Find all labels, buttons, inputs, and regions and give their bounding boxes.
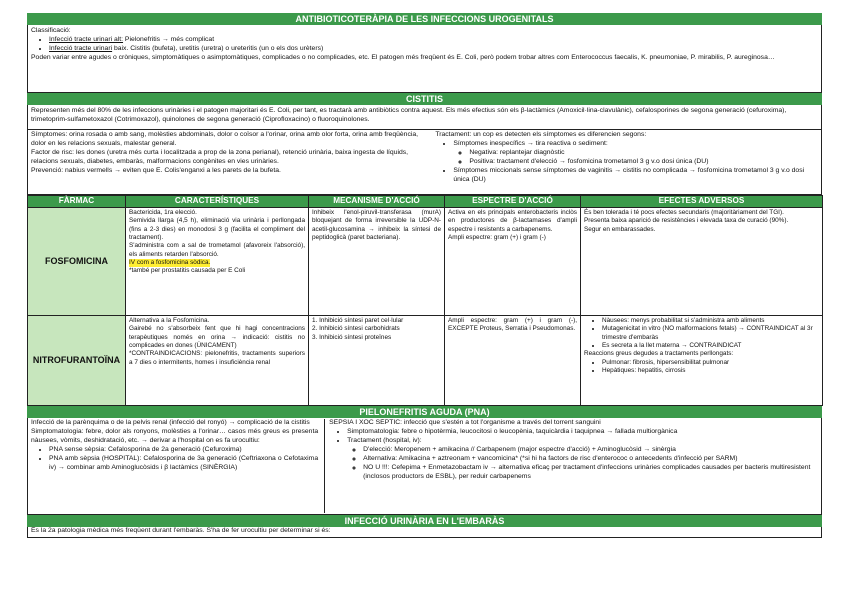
cell-line: *CONTRAINDICACIONS: pielonefritis, tractaments superiors a 7 dies o intermitents, homes i insuficiència renal — [129, 350, 305, 366]
pna-left — [31, 419, 324, 513]
list-item — [49, 45, 818, 54]
mechanism-cell — [309, 316, 445, 406]
pna-definition: Infecció de la parènquima o de la pelvis renal (infecció del ronyó) → complicació de la cistitis — [31, 419, 310, 426]
treatment-heading: Tractament: un cop es detecten els símptomes es diferencien segons: — [435, 131, 647, 138]
embaras-text: És la 2a patologia mèdica més freqüent durant l'embaràs. S'ha de fer urocultiu per determinar si és: — [27, 527, 822, 538]
cell-line: 3. Inhibició síntesi proteïnes — [312, 333, 392, 341]
classification-section — [27, 25, 822, 93]
adverse-list — [584, 359, 819, 376]
cistitis-details — [27, 130, 822, 195]
risk-factors-text: Factor de risc: les dones (uretra més curta i localitzada a prop de la zona perianal), retenció urinària, baixa ingesta de líquids, relacions sexuals, diabetes, embaràs, malformacions congènites en vies urinàries. — [31, 148, 409, 165]
list-item — [469, 149, 818, 158]
cistitis-right — [435, 131, 818, 193]
drug-name: NITROFURANTOÏNA — [28, 316, 126, 406]
list-item: • Pulmonar: fibrosis, hipersensibilitat pulmonar — [602, 359, 819, 367]
cistitis-left — [31, 131, 435, 193]
cell-line: Alternativa a la Fosfomicina. — [129, 317, 210, 324]
adverse-effects-cell — [581, 316, 823, 406]
sepsis-intro: SÈPSIA I XOC SÈPTIC: infecció que s'estén a tot l'organisme a través del torrent sanguini — [329, 419, 601, 426]
symptoms-text: Símptomes: orina rosada o amb sang, molèsties abdominals, dolor o coïsor a l'orinar, orina amb olor forta, orina amb freqüència, dolor en les relacions sexuals, malestar general. — [31, 131, 419, 147]
characteristics-cell — [126, 208, 309, 316]
cell-line: Reaccions greus degudes a tractaments perllongats: — [584, 350, 734, 358]
adverse-list — [584, 317, 819, 350]
list-item: ◦ NO U !!!: Cefepima + Enmetazobactam iv → alternativa eficaç per tractament d'infeccions urinàries complicades causades per bacteris multiresistent (inclosos productors de ESBL), per reduir carbapenems — [363, 464, 818, 482]
cell-line: S'administra com a sal de trometamol (afavoreix l'absorció), els aliments retarden l'absorció. — [129, 242, 305, 258]
characteristics-cell — [126, 316, 309, 406]
cell-line: 1. Inhibició síntesi paret cel·lular — [312, 317, 404, 324]
table-row — [28, 316, 823, 406]
drug-name: FOSFOMICINA — [28, 208, 126, 316]
column-header: ESPECTRE D'ACCIÓ — [445, 196, 581, 208]
pna-right — [324, 419, 818, 513]
sepsis-list — [329, 428, 818, 446]
list-item: • PNA amb sèpsia (HOSPITAL): Cefalosporina de 3a generació (Ceftriaxona o Cefotaxima iv) → combinar amb Aminoglucòsids i β lactàmics (SINÈRGIA) — [49, 455, 318, 473]
drug-table — [27, 195, 823, 406]
cell-line: Activa en els principals enterobacteris inclòs en productores de β-lactamases d'ampli espectre i resistents a carbapenems. — [448, 209, 577, 233]
spectrum-cell — [445, 208, 581, 316]
pna-section — [27, 418, 822, 515]
classification-heading: Classificació: — [31, 27, 71, 34]
pna-treatment-list — [31, 446, 318, 473]
item-text: baix. Cistitis (bufeta), uretitis (uretra) o ureteritis (un o els dos urèters) — [112, 44, 324, 52]
table-header-row — [28, 196, 823, 208]
document-title: ANTIBIOTICOTERÀPIA DE LES INFECCIONS UROGENITALS — [27, 13, 822, 25]
cell-line: Ampli espectre: gram (+) i gram (-) — [448, 233, 546, 241]
cistitis-heading: CISTITIS — [27, 93, 822, 105]
adverse-effects-cell — [581, 208, 823, 316]
document-page — [27, 13, 822, 569]
list-item — [453, 167, 818, 185]
list-item: ◦ Alternativa: Amikacina + aztreonam + vancomicina* (*si hi ha factors de risc d'enterococ o antecedents d'infecció per SARM) — [363, 455, 818, 464]
classification-list — [31, 36, 818, 54]
item-text: Negativa: replantejar diagnòstic — [469, 148, 565, 156]
cell-line: Gairebé no s'absorbeix fent que hi hagi concentracions terapèutiques només en orina → indicació: cistitis no complicades en dones (ÚNICAMENT) — [129, 325, 305, 349]
item-label: Infecció tracte urinari — [49, 44, 113, 52]
spectrum-cell: Ampli espectre: gram (+) i gram (-), EXCEPTE Proteus, Serratia i Pseudomonas. — [445, 316, 581, 406]
column-header: CARACTERÍSTIQUES — [126, 196, 309, 208]
table-row — [28, 208, 823, 316]
list-item: • Es secreta a la llet materna → CONTRAINDICAT — [602, 342, 819, 350]
item-text: Símptomes miccionals sense símptomes de vaginitis → cistitis no complicada → fosfomicina trometamol 3 g v.o dosi única (DU) — [453, 166, 805, 183]
cell-line: Presenta baixa aparició de resistències i elevada taxa de curació (90%). — [584, 217, 789, 225]
item-text: Símptomes inespecífics → tira reactiva o sediment: — [453, 139, 608, 147]
item-label: Infecció tracte urinari alt: — [49, 35, 124, 43]
list-item: • PNA sense sèpsia: Cefalosporina de 2a generació (Cefuroxima) — [49, 446, 318, 455]
cell-line: És ben tolerada i té pocs efectes secundaris (majoritàriament del TGI). — [584, 209, 784, 216]
classification-note: Poden variar entre agudes o cròniques, simptomàtiques o asimptomàtiques, complicades o no complicades, etc. El patogen més freqüent és E. Coli, però podem trobar altres com Enterococcus faecalis, K. pneumoniae, P. mirabilis, P. aureginosa… — [31, 53, 775, 61]
item-text: Pielonefritis → més complicat — [123, 35, 215, 43]
cell-line: IV com a fosfomicina sòdica. — [129, 258, 211, 266]
list-item: • Tractament (hospital, iv): — [347, 437, 818, 446]
column-header: MECANISME D'ACCIÓ — [309, 196, 445, 208]
column-header: EFECTES ADVERSOS — [581, 196, 823, 208]
pna-symptoms: Simptomatologia: febre, dolor als ronyons, molèsties a l'orinar… casos més greus es presenta nàusees, vòmits, deshidratació, etc. → derivar a l'hospital on es fa urocultiu: — [31, 427, 319, 444]
cistitis-intro: Representen més del 80% de les infeccions urinàries i el patogen majoritari és E. Coli, per tant, es tractarà amb antibiòtics contra aquest. Els més efectius són els β-lactàmics (Amoxicil·lina-clavulànic), cefalosporines de segona generació (cefuroxima), trimetoprim-sulfametoxazol (Cotrimoxazol), quinolones de segona generació (Ciprofloxacino) o fluoroquinolones. — [27, 105, 822, 130]
column-header: FÀRMAC — [28, 196, 126, 208]
prevention-text: Prevenció: nabius vermells → eviten que E. Colis'enganxi a les parets de la bufeta. — [31, 166, 281, 174]
list-item: • Simptomatologia: febre o hipotèrmia, leucocitosi o leucopènia, taquicàrdia i taquipnea → fallada multiorgànica — [347, 428, 818, 437]
list-item: • Mutagenicitat in vitro (NO malformacions fetals) → CONTRAINDICAT al 3r trimestre d'embaràs — [602, 325, 819, 342]
list-item — [49, 36, 818, 45]
treatment-list — [435, 140, 818, 185]
item-text: Positiva: tractament d'elecció → fosfomicina trometamol 3 g v.o dosi única (DU) — [469, 157, 709, 165]
cell-line: Semivida llarga (4,5 h), eliminació via urinària i perllongada (fins a 2-3 dies) en monodosi 3 g (facilita el compliment del tractament). — [129, 217, 305, 241]
cell-line: Bactericida, 1ra elecció. — [129, 209, 197, 216]
embaras-heading: INFECCIÓ URINÀRIA EN L'EMBARÀS — [27, 515, 822, 527]
list-item — [453, 140, 818, 167]
mechanism-cell: Inhibeix l'enol-piruvil-transferasa (murA) bloquejant de forma irreversible la UDP-N-acetil-glucosamina → inhibeix la síntesi de peptidoglicà (paret bacteriana). — [309, 208, 445, 316]
cell-line: *també per prostatitis causada per E Coli — [129, 267, 246, 275]
pna-heading: PIELONEFRITIS AGUDA (PNA) — [27, 406, 822, 418]
sepsis-treatment-list — [329, 446, 818, 482]
cell-line: Segur en embarassades. — [584, 225, 656, 233]
cell-line: 2. Inhibició síntesi carbohidrats — [312, 325, 400, 333]
list-item: ◦ D'elecció: Meropenem + amikacina // Carbapenem (major espectre d'acció) + Aminoglucòsid → sinèrgia — [363, 446, 818, 455]
list-item — [469, 158, 818, 167]
list-item: • Nàusees: menys probabilitat si s'administra amb aliments — [602, 317, 819, 325]
list-item: • Hepàtiques: hepatitis, cirrosis — [602, 367, 819, 375]
